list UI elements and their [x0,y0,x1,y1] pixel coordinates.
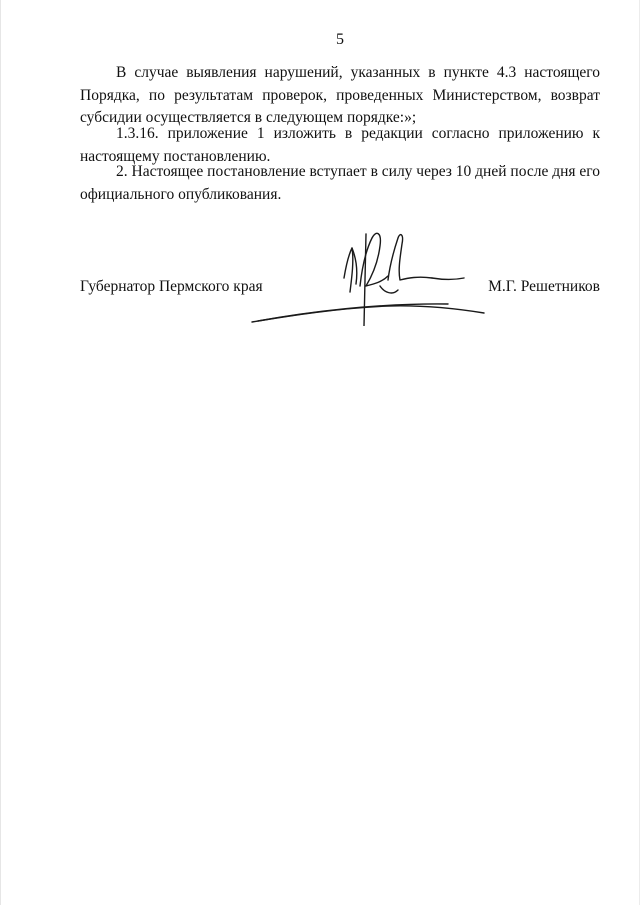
page-number: 5 [336,31,344,48]
signer-position-title: Губернатор Пермского края [80,278,263,295]
paragraph-appendix-amendment: 1.3.16. приложение 1 изложить в редакции согласно приложению к настоящему постановлению. [80,125,600,165]
handwritten-signature [248,226,488,326]
paragraph-violation-refund: В случае выявления нарушений, указанных в пункте 4.3 настоящего Порядка, по результатам проверок, проведенных Министерством, возврат субсидии осуществляется в следующем порядке:»; [80,64,600,126]
paragraph-entry-into-force: 2. Настоящее постановление вступает в силу через 10 дней после дня его официального опубликования. [80,163,600,203]
page-left-edge [0,0,1,905]
signer-name: М.Г. Решетников [488,278,600,295]
